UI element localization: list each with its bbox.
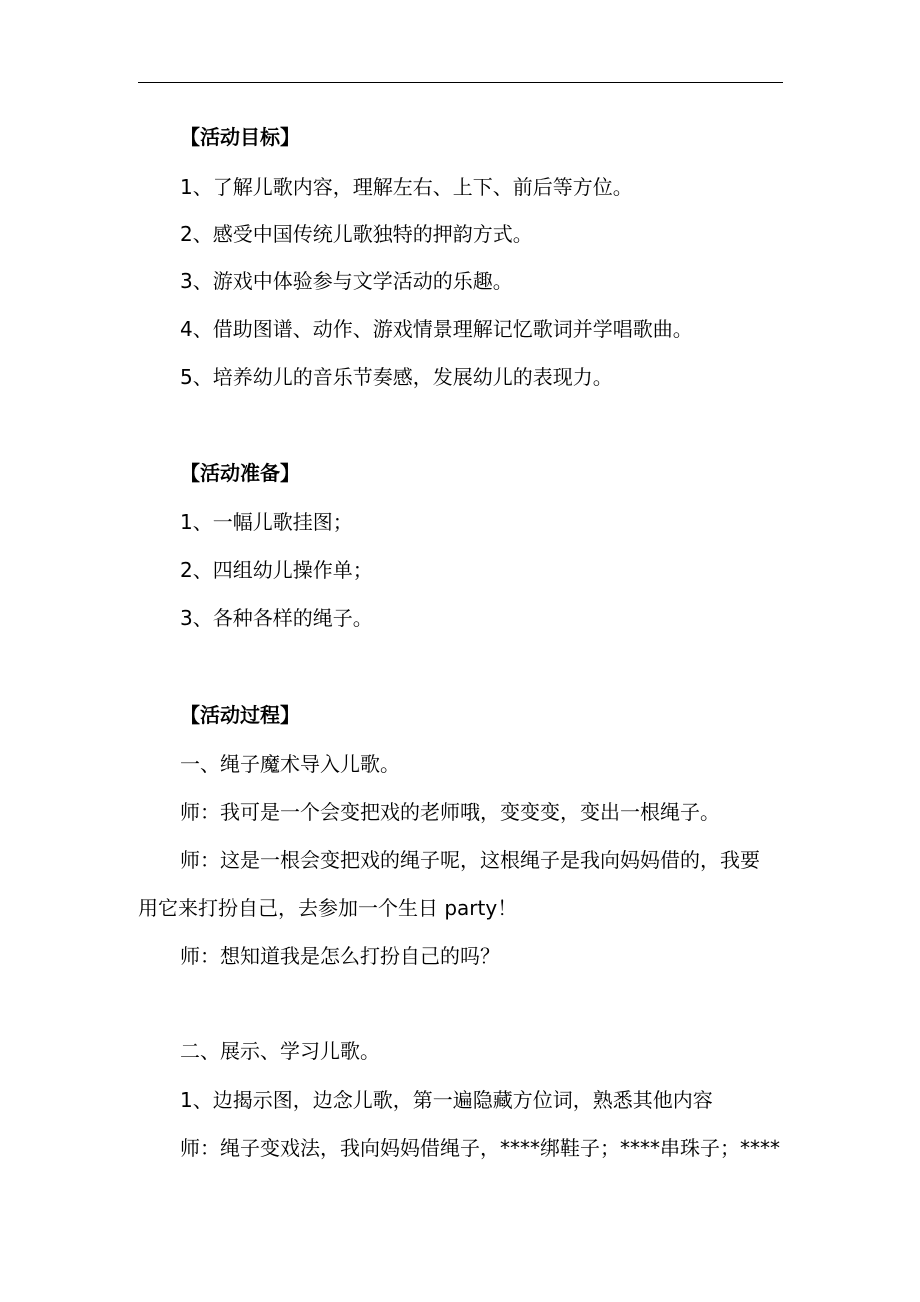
preparation-item-1: 1、一幅儿歌挂图；: [180, 510, 353, 534]
process-step1-line-2: 师：这是一根会变把戏的绳子呢，这根绳子是我向妈妈借的，我要: [180, 848, 760, 872]
preparation-heading: 【活动准备】: [180, 461, 300, 485]
process-step1-line-4: 师：想知道我是怎么打扮自己的吗？: [180, 944, 500, 968]
process-step2-line-1: 1、边揭示图，边念儿歌，第一遍隐藏方位词，熟悉其他内容: [180, 1088, 713, 1112]
preparation-item-2: 2、四组幼儿操作单；: [180, 558, 373, 582]
process-step1-title: 一、绳子魔术导入儿歌。: [180, 752, 400, 776]
process-heading: 【活动过程】: [180, 703, 300, 727]
goals-item-4: 4、借助图谱、动作、游戏情景理解记忆歌词并学唱歌曲。: [180, 317, 693, 341]
process-step1-line-1: 师：我可是一个会变把戏的老师哦，变变变，变出一根绳子。: [180, 800, 720, 824]
goals-heading: 【活动目标】: [180, 125, 300, 149]
goals-item-5: 5、培养幼儿的音乐节奏感，发展幼儿的表现力。: [180, 365, 613, 389]
header-rule: [138, 82, 783, 83]
goals-item-2: 2、感受中国传统儿歌独特的押韵方式。: [180, 222, 533, 246]
goals-item-1: 1、了解儿歌内容，理解左右、上下、前后等方位。: [180, 175, 633, 199]
preparation-item-3: 3、各种各样的绳子。: [180, 606, 373, 630]
process-step2-line-2: 师：绳子变戏法，我向妈妈借绳子，****绑鞋子；****串珠子；****: [180, 1136, 780, 1160]
goals-item-3: 3、游戏中体验参与文学活动的乐趣。: [180, 269, 513, 293]
process-step1-line-3: 用它来打扮自己，去参加一个生日 party！: [138, 896, 518, 920]
process-step2-title: 二、展示、学习儿歌。: [180, 1039, 380, 1063]
